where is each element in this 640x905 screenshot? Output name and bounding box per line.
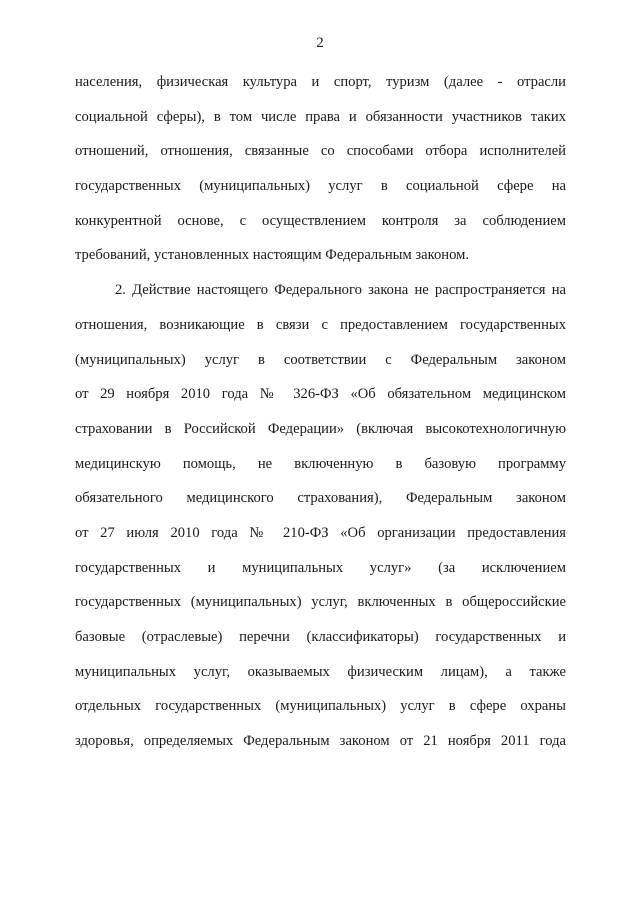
text-line: требований, установленных настоящим Федеральным законом. xyxy=(75,247,469,264)
text-line: 2. Действие настоящего Федерального закона не распространяется на xyxy=(115,282,566,299)
text-line: базовые (отраслевые) перечни (классификаторы) государственных и xyxy=(75,629,566,645)
text-line: медицинскую помощь, не включенную в базовую программу xyxy=(75,455,566,472)
text-line: государственных и муниципальных услуг» (за исключением xyxy=(75,559,566,576)
text-line: от 27 июля 2010 года № 210-ФЗ «Об организации предоставления xyxy=(75,524,566,541)
document-body xyxy=(75,71,566,765)
text-line: отношения, возникающие в связи с предоставлением государственных xyxy=(75,316,566,333)
text-line: (муниципальных) услуг в соответствии с Федеральным законом xyxy=(75,351,566,368)
text-line: государственных (муниципальных) услуг, включенных в общероссийские xyxy=(75,594,566,611)
text-line: страховании в Российской Федерации» (включая высокотехнологичную xyxy=(75,420,566,437)
text-line: социальной сферы), в том числе права и обязанности участников таких xyxy=(75,108,566,125)
page-number: 2 xyxy=(316,35,324,51)
text-line: муниципальных услуг, оказываемых физическим лицам), а также xyxy=(75,663,566,680)
text-line: населения, физическая культура и спорт, туризм (далее - отрасли xyxy=(75,74,566,90)
text-line: государственных (муниципальных) услуг в социальной сфере на xyxy=(75,178,566,195)
text-line: от 29 ноября 2010 года № 326-ФЗ «Об обязательном медицинском xyxy=(75,386,566,403)
text-line: обязательного медицинского страхования), Федеральным законом xyxy=(75,490,566,507)
text-line: здоровья, определяемых Федеральным законом от 21 ноября 2011 года xyxy=(75,733,566,750)
text-line: отношений, отношения, связанные со способами отбора исполнителей xyxy=(75,143,566,160)
text-line: конкурентной основе, с осуществлением контроля за соблюдением xyxy=(75,212,566,229)
text-line: отдельных государственных (муниципальных) услуг в сфере охраны xyxy=(75,698,566,715)
